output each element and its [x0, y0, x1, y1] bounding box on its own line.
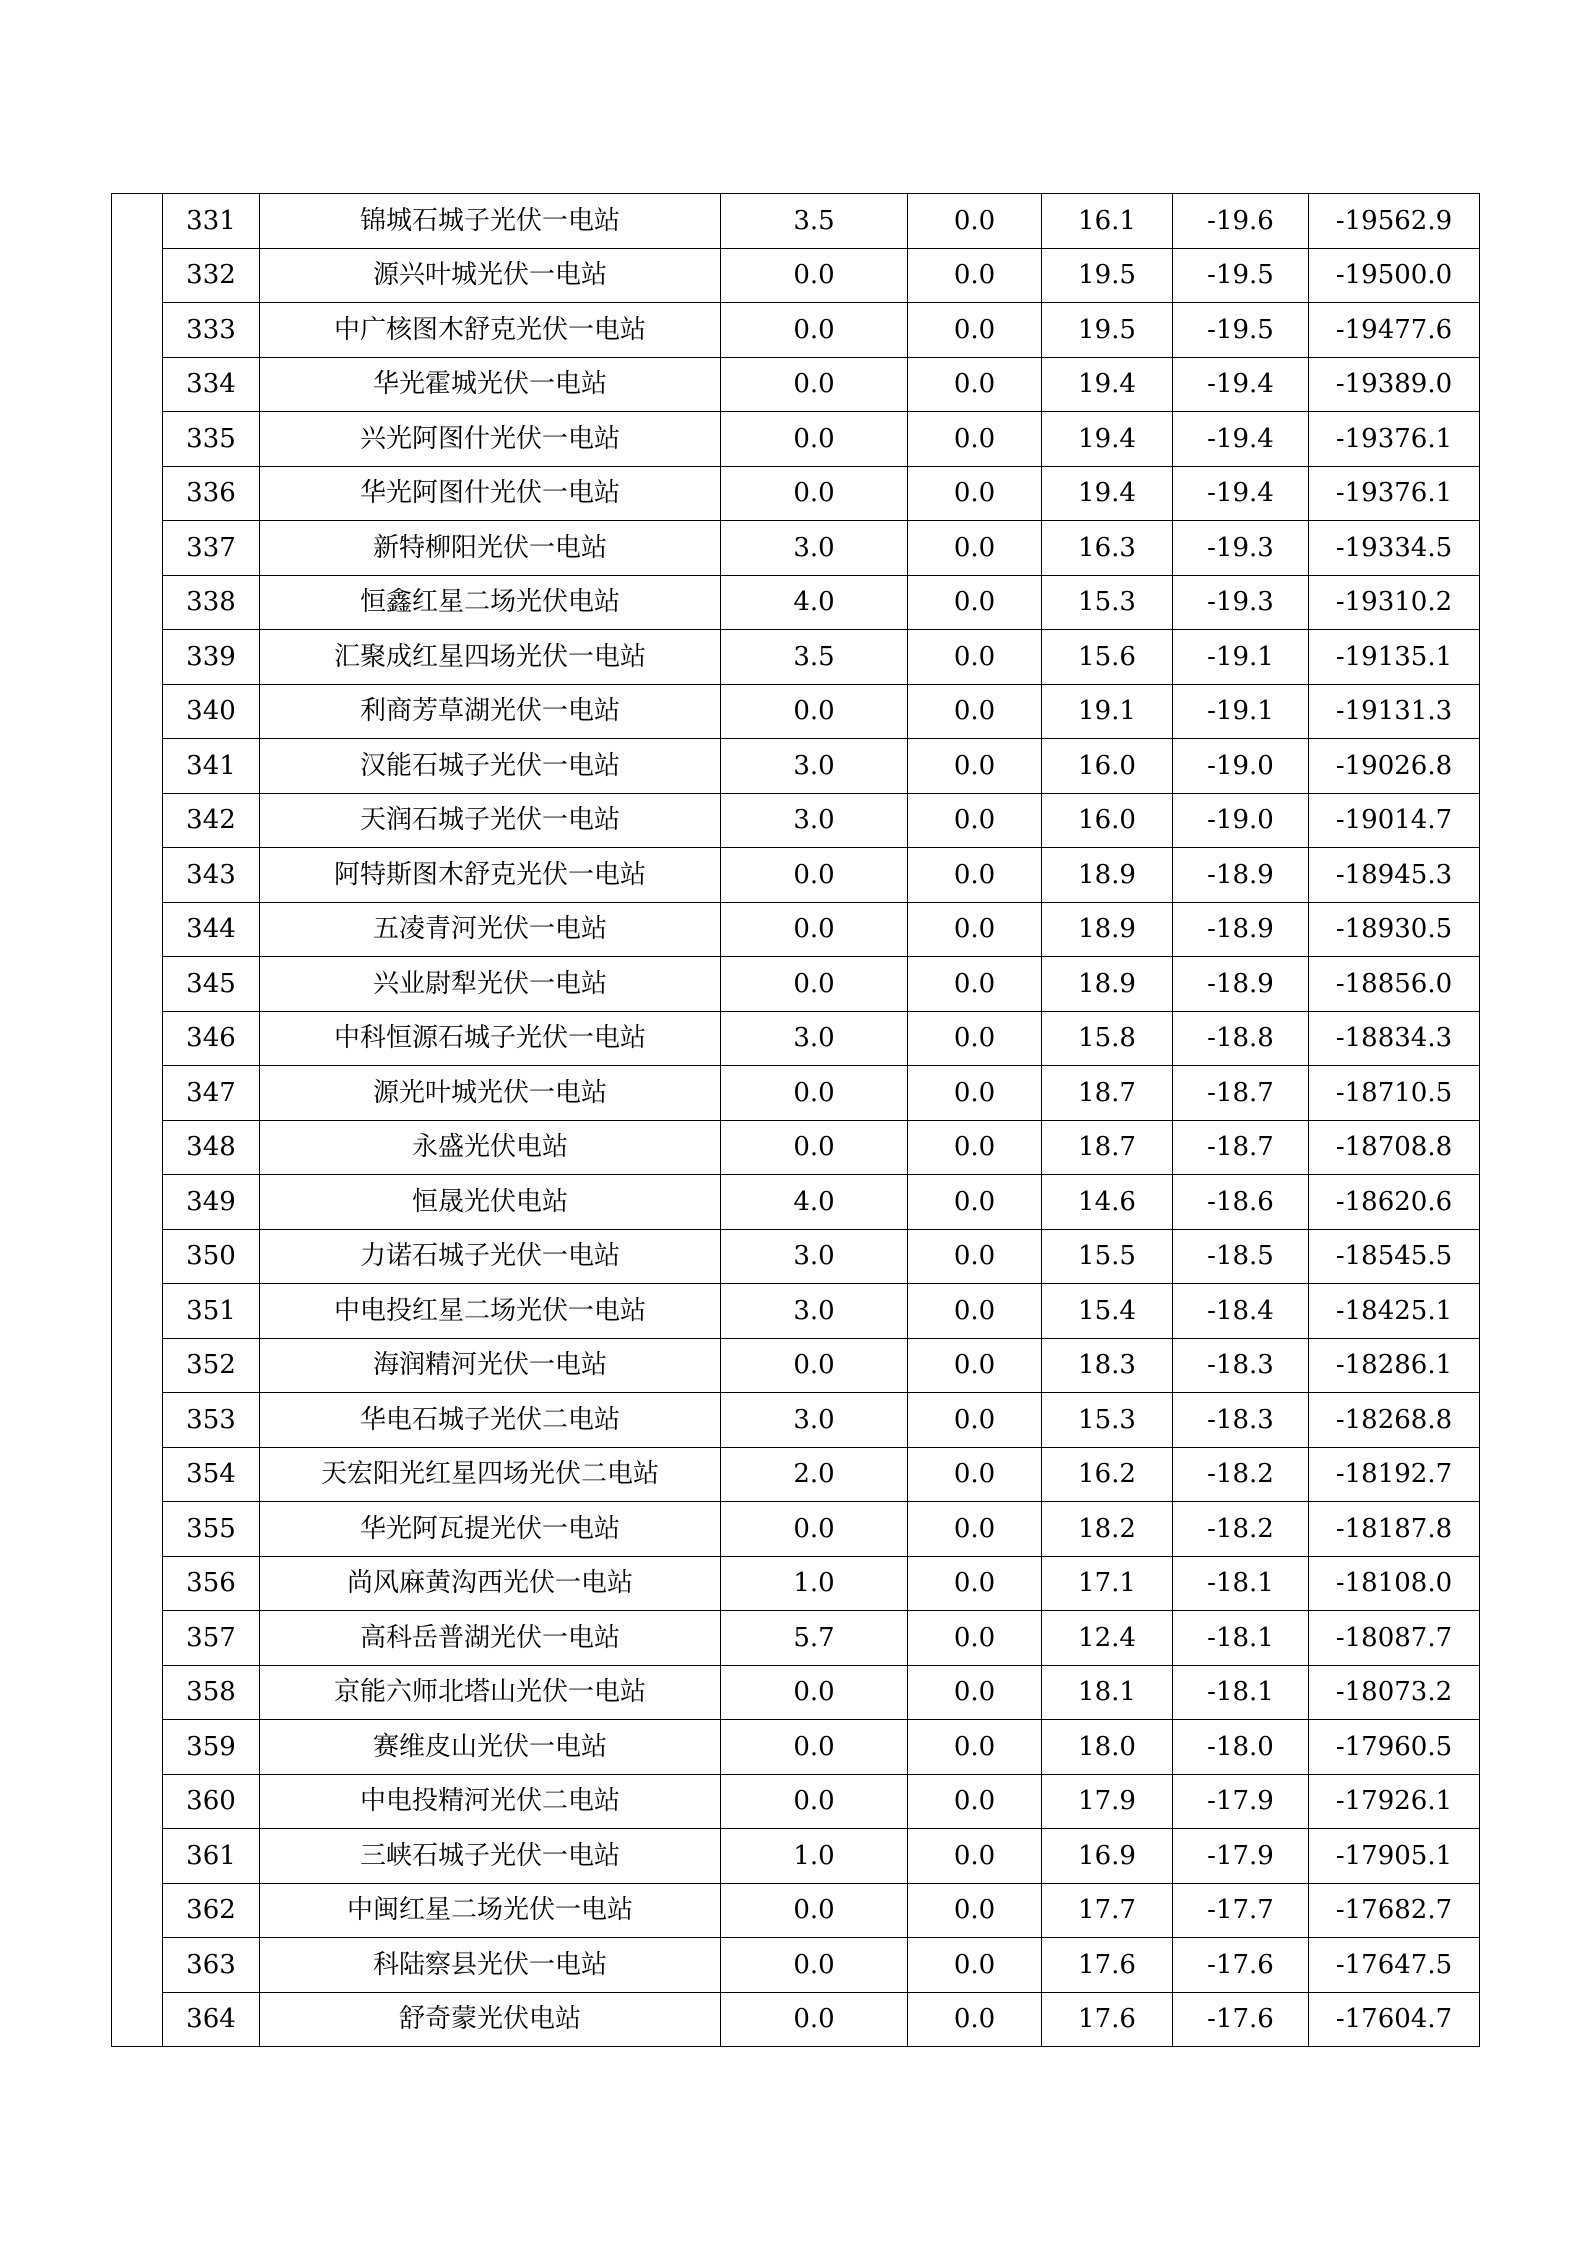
table-row: [112, 1829, 1480, 1884]
value-5-cell: -17905.1: [1309, 1829, 1480, 1884]
station-name-cell: 尚风麻黄沟西光伏一电站: [260, 1556, 721, 1611]
station-name-cell: 阿特斯图木舒克光伏一电站: [260, 848, 721, 903]
station-name-cell: 汇聚成红星四场光伏一电站: [260, 630, 721, 685]
row-number-cell: 361: [163, 1829, 260, 1884]
row-number-cell: 363: [163, 1938, 260, 1993]
value-3-cell: 19.5: [1042, 303, 1173, 358]
value-2-cell: 0.0: [908, 957, 1042, 1012]
value-3-cell: 16.9: [1042, 1829, 1173, 1884]
value-1-cell: 3.0: [721, 1011, 908, 1066]
station-name-cell: 三峡石城子光伏一电站: [260, 1829, 721, 1884]
value-2-cell: 0.0: [908, 739, 1042, 794]
station-name-cell: 源光叶城光伏一电站: [260, 1066, 721, 1121]
value-3-cell: 18.9: [1042, 848, 1173, 903]
value-5-cell: -18708.8: [1309, 1120, 1480, 1175]
value-5-cell: -18087.7: [1309, 1611, 1480, 1666]
value-1-cell: 4.0: [721, 575, 908, 630]
value-3-cell: 18.2: [1042, 1502, 1173, 1557]
value-2-cell: 0.0: [908, 1338, 1042, 1393]
value-3-cell: 18.9: [1042, 902, 1173, 957]
value-1-cell: 0.0: [721, 1774, 908, 1829]
value-5-cell: -18930.5: [1309, 902, 1480, 957]
table-row: [112, 1938, 1480, 1993]
station-name-cell: 利商芳草湖光伏一电站: [260, 684, 721, 739]
table-row: [112, 1665, 1480, 1720]
value-3-cell: 17.6: [1042, 1992, 1173, 2047]
table-row: [112, 521, 1480, 576]
value-1-cell: 3.5: [721, 194, 908, 249]
value-1-cell: 4.0: [721, 1175, 908, 1230]
value-1-cell: 3.0: [721, 793, 908, 848]
value-5-cell: -18073.2: [1309, 1665, 1480, 1720]
value-3-cell: 18.1: [1042, 1665, 1173, 1720]
value-1-cell: 0.0: [721, 357, 908, 412]
value-5-cell: -19500.0: [1309, 248, 1480, 303]
value-5-cell: -17647.5: [1309, 1938, 1480, 1993]
value-4-cell: -18.9: [1173, 957, 1309, 1012]
row-number-cell: 357: [163, 1611, 260, 1666]
table-row: [112, 684, 1480, 739]
station-name-cell: 中闽红星二场光伏一电站: [260, 1883, 721, 1938]
table-row: [112, 1066, 1480, 1121]
value-2-cell: 0.0: [908, 902, 1042, 957]
value-5-cell: -19135.1: [1309, 630, 1480, 685]
row-number-cell: 349: [163, 1175, 260, 1230]
value-3-cell: 19.4: [1042, 466, 1173, 521]
row-number-cell: 353: [163, 1393, 260, 1448]
value-5-cell: -18425.1: [1309, 1284, 1480, 1339]
value-3-cell: 16.0: [1042, 793, 1173, 848]
value-5-cell: -17926.1: [1309, 1774, 1480, 1829]
value-4-cell: -17.9: [1173, 1774, 1309, 1829]
station-name-cell: 锦城石城子光伏一电站: [260, 194, 721, 249]
row-number-cell: 346: [163, 1011, 260, 1066]
station-name-cell: 中广核图木舒克光伏一电站: [260, 303, 721, 358]
value-5-cell: -18108.0: [1309, 1556, 1480, 1611]
value-5-cell: -19562.9: [1309, 194, 1480, 249]
value-1-cell: 0.0: [721, 1992, 908, 2047]
value-1-cell: 0.0: [721, 1883, 908, 1938]
value-4-cell: -19.4: [1173, 412, 1309, 467]
value-4-cell: -18.4: [1173, 1284, 1309, 1339]
row-number-cell: 333: [163, 303, 260, 358]
row-number-cell: 341: [163, 739, 260, 794]
value-5-cell: -18834.3: [1309, 1011, 1480, 1066]
table-row: [112, 848, 1480, 903]
row-number-cell: 332: [163, 248, 260, 303]
value-2-cell: 0.0: [908, 848, 1042, 903]
table-row: [112, 1883, 1480, 1938]
table-row: [112, 1011, 1480, 1066]
value-5-cell: -18268.8: [1309, 1393, 1480, 1448]
row-number-cell: 343: [163, 848, 260, 903]
value-4-cell: -18.9: [1173, 902, 1309, 957]
table-row: [112, 1720, 1480, 1775]
value-4-cell: -18.7: [1173, 1066, 1309, 1121]
value-2-cell: 0.0: [908, 684, 1042, 739]
station-name-cell: 海润精河光伏一电站: [260, 1338, 721, 1393]
station-name-cell: 新特柳阳光伏一电站: [260, 521, 721, 576]
value-2-cell: 0.0: [908, 1665, 1042, 1720]
value-1-cell: 0.0: [721, 684, 908, 739]
value-4-cell: -19.1: [1173, 684, 1309, 739]
value-3-cell: 15.5: [1042, 1229, 1173, 1284]
value-1-cell: 0.0: [721, 957, 908, 1012]
value-2-cell: 0.0: [908, 1938, 1042, 1993]
row-number-cell: 348: [163, 1120, 260, 1175]
station-name-cell: 天宏阳光红星四场光伏二电站: [260, 1447, 721, 1502]
value-1-cell: 0.0: [721, 1066, 908, 1121]
station-name-cell: 华光阿图什光伏一电站: [260, 466, 721, 521]
value-3-cell: 14.6: [1042, 1175, 1173, 1230]
row-number-cell: 347: [163, 1066, 260, 1121]
value-2-cell: 0.0: [908, 1774, 1042, 1829]
value-5-cell: -17960.5: [1309, 1720, 1480, 1775]
table-row: [112, 1447, 1480, 1502]
value-5-cell: -19014.7: [1309, 793, 1480, 848]
value-1-cell: 3.5: [721, 630, 908, 685]
station-name-cell: 中科恒源石城子光伏一电站: [260, 1011, 721, 1066]
row-number-cell: 342: [163, 793, 260, 848]
value-2-cell: 0.0: [908, 1175, 1042, 1230]
value-1-cell: 0.0: [721, 1938, 908, 1993]
value-3-cell: 12.4: [1042, 1611, 1173, 1666]
row-number-cell: 355: [163, 1502, 260, 1557]
value-4-cell: -18.2: [1173, 1502, 1309, 1557]
value-1-cell: 0.0: [721, 1665, 908, 1720]
value-4-cell: -18.9: [1173, 848, 1309, 903]
value-1-cell: 0.0: [721, 412, 908, 467]
value-3-cell: 18.7: [1042, 1066, 1173, 1121]
value-2-cell: 0.0: [908, 303, 1042, 358]
value-5-cell: -19376.1: [1309, 412, 1480, 467]
row-number-cell: 345: [163, 957, 260, 1012]
value-4-cell: -19.0: [1173, 793, 1309, 848]
value-2-cell: 0.0: [908, 466, 1042, 521]
value-2-cell: 0.0: [908, 357, 1042, 412]
value-1-cell: 1.0: [721, 1556, 908, 1611]
value-5-cell: -18192.7: [1309, 1447, 1480, 1502]
row-number-cell: 354: [163, 1447, 260, 1502]
value-1-cell: 0.0: [721, 303, 908, 358]
value-5-cell: -18286.1: [1309, 1338, 1480, 1393]
row-number-cell: 335: [163, 412, 260, 467]
value-3-cell: 17.9: [1042, 1774, 1173, 1829]
row-number-cell: 362: [163, 1883, 260, 1938]
table-row: [112, 575, 1480, 630]
value-4-cell: -18.7: [1173, 1120, 1309, 1175]
value-4-cell: -18.1: [1173, 1665, 1309, 1720]
value-5-cell: -18710.5: [1309, 1066, 1480, 1121]
value-4-cell: -19.1: [1173, 630, 1309, 685]
value-4-cell: -18.6: [1173, 1175, 1309, 1230]
value-3-cell: 16.0: [1042, 739, 1173, 794]
table-row: [112, 1992, 1480, 2047]
table-row: [112, 1556, 1480, 1611]
value-1-cell: 3.0: [721, 739, 908, 794]
value-2-cell: 0.0: [908, 793, 1042, 848]
table-row: [112, 1502, 1480, 1557]
value-4-cell: -17.7: [1173, 1883, 1309, 1938]
row-number-cell: 352: [163, 1338, 260, 1393]
value-1-cell: 0.0: [721, 1720, 908, 1775]
value-4-cell: -19.4: [1173, 466, 1309, 521]
value-1-cell: 5.7: [721, 1611, 908, 1666]
station-name-cell: 中电投红星二场光伏一电站: [260, 1284, 721, 1339]
row-number-cell: 358: [163, 1665, 260, 1720]
row-number-cell: 351: [163, 1284, 260, 1339]
value-2-cell: 0.0: [908, 1284, 1042, 1339]
value-5-cell: -18856.0: [1309, 957, 1480, 1012]
value-2-cell: 0.0: [908, 1011, 1042, 1066]
table-row: [112, 357, 1480, 412]
value-3-cell: 18.9: [1042, 957, 1173, 1012]
table-row: [112, 630, 1480, 685]
value-3-cell: 19.4: [1042, 357, 1173, 412]
value-5-cell: -17682.7: [1309, 1883, 1480, 1938]
value-5-cell: -19376.1: [1309, 466, 1480, 521]
station-name-cell: 科陆察县光伏一电站: [260, 1938, 721, 1993]
table-row: [112, 739, 1480, 794]
value-4-cell: -18.2: [1173, 1447, 1309, 1502]
value-3-cell: 18.7: [1042, 1120, 1173, 1175]
value-4-cell: -18.1: [1173, 1556, 1309, 1611]
station-name-cell: 力诺石城子光伏一电站: [260, 1229, 721, 1284]
value-3-cell: 19.4: [1042, 412, 1173, 467]
value-3-cell: 16.2: [1042, 1447, 1173, 1502]
table-row: [112, 1774, 1480, 1829]
value-3-cell: 15.3: [1042, 575, 1173, 630]
row-number-cell: 334: [163, 357, 260, 412]
value-2-cell: 0.0: [908, 1992, 1042, 2047]
value-3-cell: 15.8: [1042, 1011, 1173, 1066]
value-2-cell: 0.0: [908, 1393, 1042, 1448]
value-3-cell: 17.1: [1042, 1556, 1173, 1611]
station-name-cell: 赛维皮山光伏一电站: [260, 1720, 721, 1775]
table-row: [112, 194, 1480, 249]
station-name-cell: 恒鑫红星二场光伏电站: [260, 575, 721, 630]
row-number-cell: 340: [163, 684, 260, 739]
station-name-cell: 天润石城子光伏一电站: [260, 793, 721, 848]
value-2-cell: 0.0: [908, 1447, 1042, 1502]
value-2-cell: 0.0: [908, 1066, 1042, 1121]
value-2-cell: 0.0: [908, 1120, 1042, 1175]
station-name-cell: 华光阿瓦提光伏一电站: [260, 1502, 721, 1557]
value-3-cell: 18.3: [1042, 1338, 1173, 1393]
value-3-cell: 19.1: [1042, 684, 1173, 739]
value-2-cell: 0.0: [908, 630, 1042, 685]
value-5-cell: -18545.5: [1309, 1229, 1480, 1284]
value-3-cell: 15.4: [1042, 1284, 1173, 1339]
value-1-cell: 3.0: [721, 1284, 908, 1339]
table-row: [112, 412, 1480, 467]
value-2-cell: 0.0: [908, 412, 1042, 467]
value-4-cell: -19.5: [1173, 248, 1309, 303]
value-5-cell: -19131.3: [1309, 684, 1480, 739]
value-3-cell: 19.5: [1042, 248, 1173, 303]
table-row: [112, 1175, 1480, 1230]
table-row: [112, 1611, 1480, 1666]
table-row: [112, 793, 1480, 848]
value-3-cell: 18.0: [1042, 1720, 1173, 1775]
table-row: [112, 1284, 1480, 1339]
station-name-cell: 汉能石城子光伏一电站: [260, 739, 721, 794]
value-5-cell: -19310.2: [1309, 575, 1480, 630]
value-4-cell: -19.6: [1173, 194, 1309, 249]
value-1-cell: 0.0: [721, 1338, 908, 1393]
value-3-cell: 16.1: [1042, 194, 1173, 249]
value-1-cell: 0.0: [721, 1120, 908, 1175]
row-number-cell: 331: [163, 194, 260, 249]
value-1-cell: 0.0: [721, 466, 908, 521]
value-1-cell: 3.0: [721, 1229, 908, 1284]
value-4-cell: -18.1: [1173, 1611, 1309, 1666]
row-number-cell: 350: [163, 1229, 260, 1284]
row-number-cell: 337: [163, 521, 260, 576]
value-3-cell: 16.3: [1042, 521, 1173, 576]
value-5-cell: -19477.6: [1309, 303, 1480, 358]
row-number-cell: 364: [163, 1992, 260, 2047]
value-4-cell: -19.3: [1173, 575, 1309, 630]
value-5-cell: -19389.0: [1309, 357, 1480, 412]
station-name-cell: 兴业尉犁光伏一电站: [260, 957, 721, 1012]
value-2-cell: 0.0: [908, 1829, 1042, 1884]
table-row: [112, 902, 1480, 957]
data-table: [111, 193, 1480, 2047]
station-name-cell: 中电投精河光伏二电站: [260, 1774, 721, 1829]
value-5-cell: -18187.8: [1309, 1502, 1480, 1557]
value-5-cell: -19334.5: [1309, 521, 1480, 576]
value-2-cell: 0.0: [908, 1611, 1042, 1666]
table-row: [112, 1338, 1480, 1393]
station-name-cell: 华电石城子光伏二电站: [260, 1393, 721, 1448]
station-name-cell: 源兴叶城光伏一电站: [260, 248, 721, 303]
value-2-cell: 0.0: [908, 1229, 1042, 1284]
value-3-cell: 17.7: [1042, 1883, 1173, 1938]
value-1-cell: 3.0: [721, 1393, 908, 1448]
value-4-cell: -19.4: [1173, 357, 1309, 412]
value-2-cell: 0.0: [908, 1502, 1042, 1557]
station-name-cell: 五凌青河光伏一电站: [260, 902, 721, 957]
station-name-cell: 永盛光伏电站: [260, 1120, 721, 1175]
station-name-cell: 京能六师北塔山光伏一电站: [260, 1665, 721, 1720]
value-2-cell: 0.0: [908, 1883, 1042, 1938]
station-name-cell: 舒奇蒙光伏电站: [260, 1992, 721, 2047]
value-5-cell: -18620.6: [1309, 1175, 1480, 1230]
row-number-cell: 359: [163, 1720, 260, 1775]
value-1-cell: 0.0: [721, 902, 908, 957]
value-3-cell: 17.6: [1042, 1938, 1173, 1993]
value-4-cell: -19.3: [1173, 521, 1309, 576]
value-5-cell: -19026.8: [1309, 739, 1480, 794]
table-row: [112, 303, 1480, 358]
value-4-cell: -17.6: [1173, 1938, 1309, 1993]
table-row: [112, 466, 1480, 521]
row-number-cell: 336: [163, 466, 260, 521]
row-number-cell: 356: [163, 1556, 260, 1611]
value-4-cell: -19.0: [1173, 739, 1309, 794]
value-4-cell: -18.5: [1173, 1229, 1309, 1284]
value-4-cell: -18.0: [1173, 1720, 1309, 1775]
value-5-cell: -18945.3: [1309, 848, 1480, 903]
value-1-cell: 1.0: [721, 1829, 908, 1884]
table-body: [112, 194, 1480, 2047]
value-2-cell: 0.0: [908, 194, 1042, 249]
table-row: [112, 1229, 1480, 1284]
row-number-cell: 344: [163, 902, 260, 957]
value-1-cell: 2.0: [721, 1447, 908, 1502]
station-name-cell: 恒晟光伏电站: [260, 1175, 721, 1230]
value-4-cell: -18.8: [1173, 1011, 1309, 1066]
table-row: [112, 957, 1480, 1012]
table-row: [112, 248, 1480, 303]
value-4-cell: -17.9: [1173, 1829, 1309, 1884]
table-row: [112, 1120, 1480, 1175]
value-2-cell: 0.0: [908, 575, 1042, 630]
value-3-cell: 15.6: [1042, 630, 1173, 685]
value-4-cell: -19.5: [1173, 303, 1309, 358]
station-name-cell: 华光霍城光伏一电站: [260, 357, 721, 412]
value-1-cell: 3.0: [721, 521, 908, 576]
group-cell: [112, 194, 163, 2047]
value-3-cell: 15.3: [1042, 1393, 1173, 1448]
value-1-cell: 0.0: [721, 248, 908, 303]
value-2-cell: 0.0: [908, 521, 1042, 576]
station-name-cell: 兴光阿图什光伏一电站: [260, 412, 721, 467]
value-2-cell: 0.0: [908, 248, 1042, 303]
station-name-cell: 高科岳普湖光伏一电站: [260, 1611, 721, 1666]
value-2-cell: 0.0: [908, 1720, 1042, 1775]
row-number-cell: 339: [163, 630, 260, 685]
row-number-cell: 360: [163, 1774, 260, 1829]
value-4-cell: -18.3: [1173, 1393, 1309, 1448]
value-5-cell: -17604.7: [1309, 1992, 1480, 2047]
value-2-cell: 0.0: [908, 1556, 1042, 1611]
value-4-cell: -18.3: [1173, 1338, 1309, 1393]
table-row: [112, 1393, 1480, 1448]
value-1-cell: 0.0: [721, 1502, 908, 1557]
row-number-cell: 338: [163, 575, 260, 630]
value-4-cell: -17.6: [1173, 1992, 1309, 2047]
value-1-cell: 0.0: [721, 848, 908, 903]
